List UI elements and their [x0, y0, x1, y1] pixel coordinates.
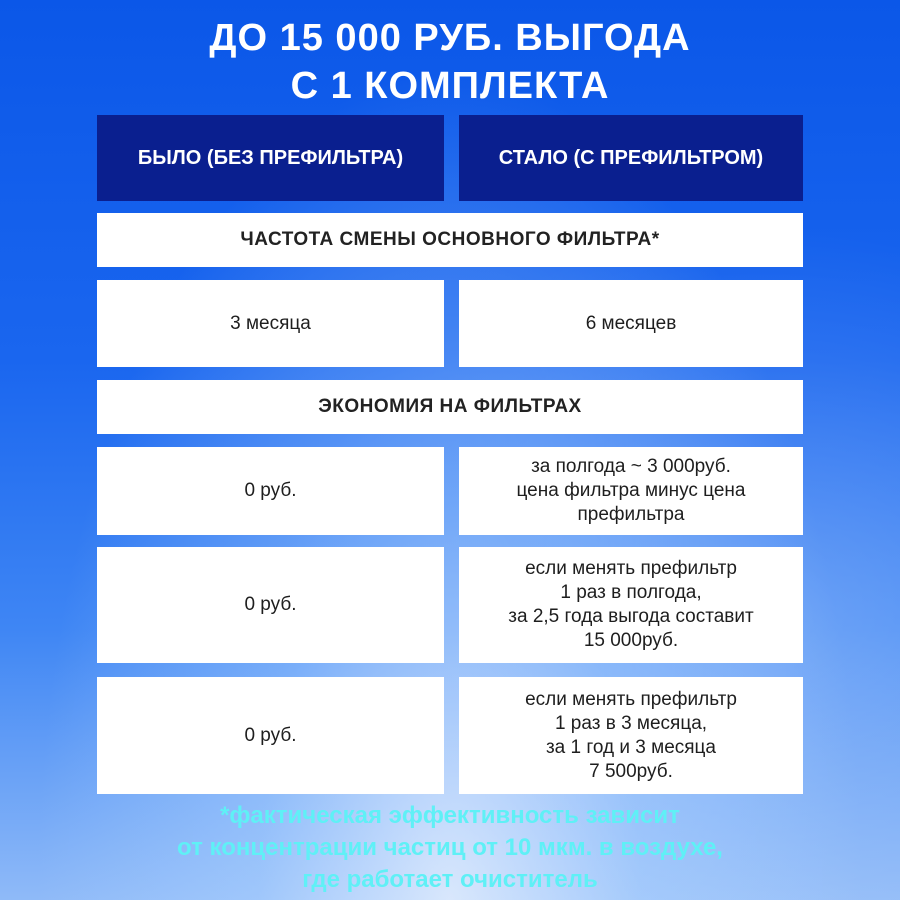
section-filter-frequency: ЧАСТОТА СМЕНЫ ОСНОВНОГО ФИЛЬТРА*	[97, 213, 803, 267]
savings-after-row-2-line: если менять префильтр	[525, 558, 737, 579]
savings-after-row-1-line: префильтра	[577, 504, 685, 525]
savings-after-row-1-line: цена фильтра минус цена	[516, 480, 746, 501]
savings-before-row-1: 0 руб.	[97, 447, 444, 535]
savings-after-row-1-line: за полгода ~ 3 000руб.	[531, 456, 731, 477]
section-filter-savings: ЭКОНОМИЯ НА ФИЛЬТРАХ	[97, 380, 803, 434]
savings-after-row-3-line: 7 500руб.	[589, 760, 673, 782]
footnote-line-2: от концентрации частиц от 10 мкм. в воздухе,	[177, 834, 723, 861]
savings-before-row-2: 0 руб.	[97, 547, 444, 663]
savings-after-row-3-line: если менять префильтр	[525, 688, 737, 710]
frequency-before: 3 месяца	[97, 280, 444, 367]
savings-after-row-3-line: за 1 год и 3 месяца	[545, 736, 717, 758]
header-before: БЫЛО (БЕЗ ПРЕФИЛЬТРА)	[97, 115, 444, 201]
savings-after-row-2-line: 15 000руб.	[583, 630, 679, 651]
frequency-after: 6 месяцев	[459, 280, 803, 367]
footnote	[0, 800, 900, 896]
savings-after-row-3	[459, 677, 803, 794]
footnote-line-3: где работает очиститель	[302, 866, 598, 893]
savings-before-row-3: 0 руб.	[97, 677, 444, 794]
header-after: СТАЛО (С ПРЕФИЛЬТРОМ)	[459, 115, 803, 201]
footnote-line-1: *фактическая эффективность зависит	[220, 802, 680, 829]
savings-after-row-2-line: 1 раз в полгода,	[560, 582, 702, 603]
savings-after-row-1	[459, 447, 803, 535]
title-line-1: ДО 15 000 РУБ. ВЫГОДА	[209, 17, 691, 59]
savings-after-row-2-line: за 2,5 года выгода составит	[508, 606, 754, 627]
savings-after-row-2	[459, 547, 803, 663]
page-title	[0, 14, 900, 110]
savings-after-row-3-line: 1 раз в 3 месяца,	[554, 712, 708, 734]
title-line-2: С 1 КОМПЛЕКТА	[290, 65, 610, 107]
